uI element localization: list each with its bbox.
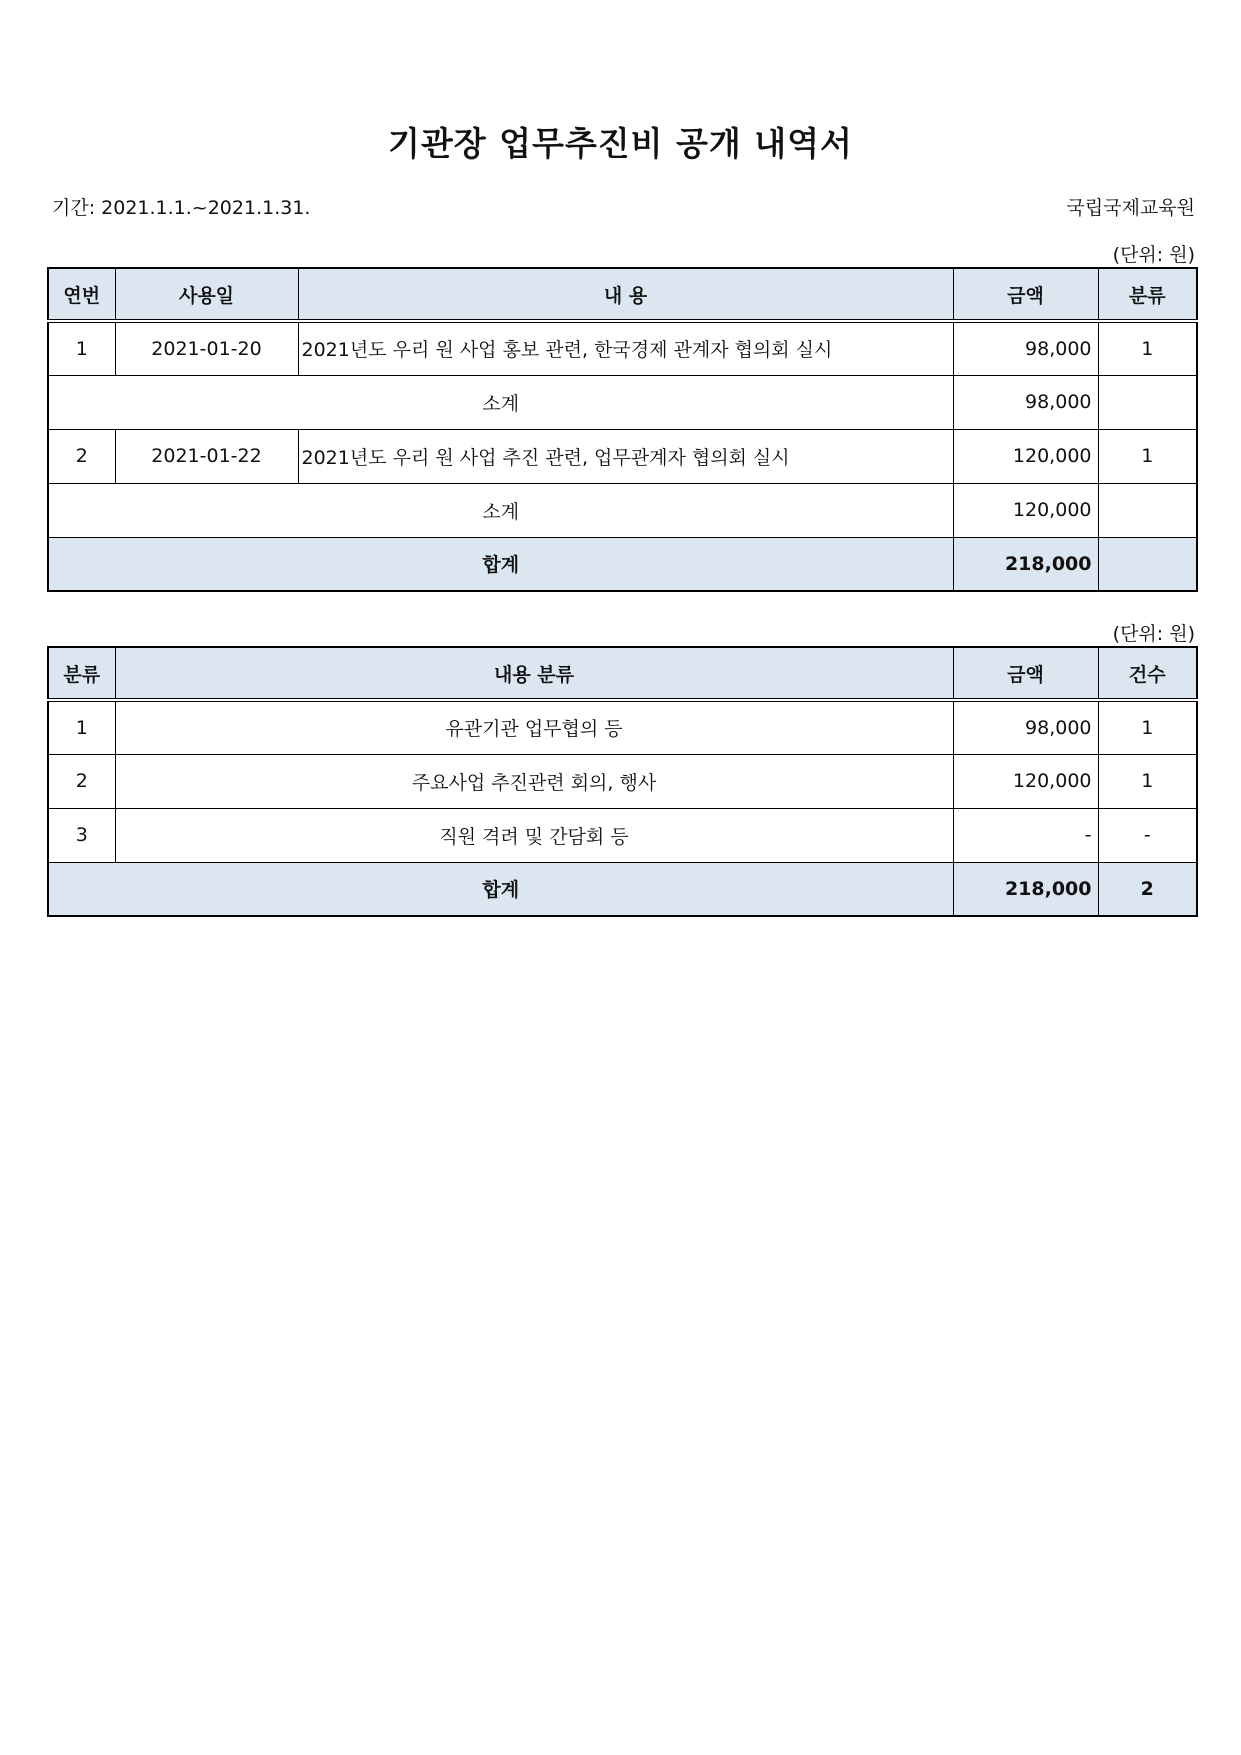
header-amount: 금액 <box>953 268 1098 321</box>
row-category: 2 <box>48 754 115 808</box>
row-count: - <box>1098 808 1197 862</box>
subtotal-category <box>1098 483 1197 537</box>
row-description: 유관기관 업무협의 등 <box>115 700 953 754</box>
category-summary-table <box>47 646 1198 917</box>
total-category <box>1098 537 1197 591</box>
table-row <box>48 808 1197 862</box>
row-category: 3 <box>48 808 115 862</box>
total-row <box>48 862 1197 916</box>
row-category: 1 <box>1098 321 1197 375</box>
table-row <box>48 321 1197 375</box>
row-date: 2021-01-20 <box>115 321 298 375</box>
subtotal-amount: 120,000 <box>953 483 1098 537</box>
subtotal-row <box>48 375 1197 429</box>
row-no: 1 <box>48 321 115 375</box>
row-count: 1 <box>1098 700 1197 754</box>
total-count: 2 <box>1098 862 1197 916</box>
page-title: 기관장 업무추진비 공개 내역서 <box>388 124 853 163</box>
header-description: 내용 분류 <box>115 647 953 700</box>
row-amount: 120,000 <box>953 754 1098 808</box>
row-description: 주요사업 추진관련 회의, 행사 <box>115 754 953 808</box>
header-date: 사용일 <box>115 268 298 321</box>
table-row <box>48 754 1197 808</box>
subtotal-amount: 98,000 <box>953 375 1098 429</box>
row-amount: 120,000 <box>953 429 1098 483</box>
row-content: 2021년도 우리 원 사업 추진 관련, 업무관계자 협의회 실시 <box>298 429 953 483</box>
row-count: 1 <box>1098 754 1197 808</box>
header-category: 분류 <box>48 647 115 700</box>
row-content: 2021년도 우리 원 사업 홍보 관련, 한국경제 관계자 협의회 실시 <box>298 321 953 375</box>
header-count: 건수 <box>1098 647 1197 700</box>
row-amount: - <box>953 808 1098 862</box>
row-amount: 98,000 <box>953 321 1098 375</box>
table-row <box>48 700 1197 754</box>
total-amount: 218,000 <box>953 537 1098 591</box>
table-row <box>48 429 1197 483</box>
subtotal-row <box>48 483 1197 537</box>
unit-label: (단위: 원) <box>1112 244 1195 266</box>
header-amount: 금액 <box>953 647 1098 700</box>
expense-detail-table <box>47 267 1198 592</box>
organization-name: 국립국제교육원 <box>1066 197 1195 219</box>
row-date: 2021-01-22 <box>115 429 298 483</box>
subtotal-label: 소계 <box>48 483 953 537</box>
header-content: 내 용 <box>298 268 953 321</box>
total-label: 합계 <box>48 537 953 591</box>
row-description: 직원 격려 및 간담회 등 <box>115 808 953 862</box>
row-category: 1 <box>1098 429 1197 483</box>
header-no: 연번 <box>48 268 115 321</box>
row-amount: 98,000 <box>953 700 1098 754</box>
subtotal-label: 소계 <box>48 375 953 429</box>
table-header-row <box>48 268 1197 321</box>
total-label: 합계 <box>48 862 953 916</box>
header-category: 분류 <box>1098 268 1197 321</box>
subtotal-category <box>1098 375 1197 429</box>
unit-label: (단위: 원) <box>1112 623 1195 645</box>
row-no: 2 <box>48 429 115 483</box>
table-header-row <box>48 647 1197 700</box>
total-row <box>48 537 1197 591</box>
period-label: 기간: 2021.1.1.~2021.1.31. <box>52 197 311 219</box>
total-amount: 218,000 <box>953 862 1098 916</box>
row-category: 1 <box>48 700 115 754</box>
